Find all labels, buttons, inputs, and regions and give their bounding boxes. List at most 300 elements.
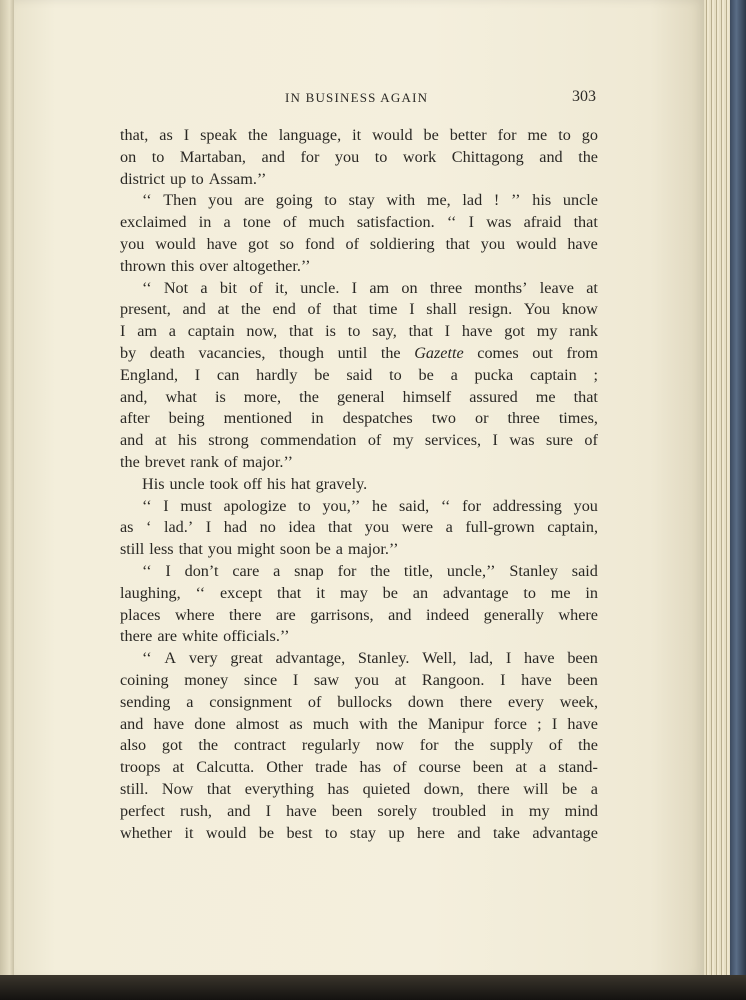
word: services, [424,431,482,450]
word: have [521,670,552,689]
word: be [258,823,275,842]
word: the [578,147,598,166]
word: to [298,496,311,515]
word: in [585,583,598,602]
word: exclaimed [120,213,187,232]
word: time [368,300,398,319]
word: of [224,452,238,471]
word: of [282,213,297,232]
word: the [247,126,268,144]
word: uncle [562,191,598,210]
word: I [183,126,190,144]
word: quieted [362,779,411,798]
word: a [335,540,343,559]
word: the [578,736,598,755]
word: he [372,496,388,515]
word: supply [489,736,534,755]
word: a [539,758,547,777]
word: title, [403,561,434,580]
word: to [389,365,402,384]
word: to [191,169,204,188]
word: that [277,583,302,602]
word: being [168,409,205,428]
word: sorely [377,801,417,820]
word: times, [558,409,598,428]
text-line [120,561,598,583]
word: as [159,126,173,144]
word: the [370,561,391,580]
word: mind [564,801,598,820]
word: death [149,343,185,362]
word: from [566,343,598,362]
word: at [515,758,528,777]
word: Chittagong [451,147,524,166]
word: to [558,126,571,144]
word: His [142,474,165,493]
word: rush, [180,801,212,820]
word: there [477,779,510,798]
text-line [120,605,598,627]
word: off [243,474,262,493]
word: so [279,234,295,253]
word: go [581,126,598,144]
word: mentioned [223,409,292,428]
word: in [310,409,324,428]
word: contract [233,736,287,755]
word: it, [274,278,289,297]
text-line [120,474,598,496]
word: in [501,801,514,820]
word: have [523,649,555,668]
word: now, [246,322,278,341]
word: you [334,147,360,166]
word: a [590,779,598,798]
word: ; [537,714,542,733]
word: been [472,758,504,777]
word: for [462,496,481,515]
word: ‘‘ [446,213,457,232]
word: general [336,387,385,406]
word: the [299,387,319,406]
word: a [273,561,281,580]
word: a [200,278,208,297]
word: no [259,518,276,537]
text-line [120,823,598,845]
word: bullocks [337,692,393,711]
word: you [573,496,598,515]
word: me, [426,191,451,210]
word: his [532,191,552,210]
word: also [120,736,147,755]
word: force [493,714,527,733]
word: Stanley [509,561,558,580]
word: the [120,452,140,471]
word: you [480,234,506,253]
word: end [272,300,296,319]
word: generally [483,605,544,624]
word: garrisons, [310,605,374,624]
word: with [358,714,388,733]
word: Manipur [427,714,484,733]
page-header [120,88,598,110]
word: Martaban, [179,147,246,166]
word: was [509,431,535,450]
word: as [120,518,134,537]
text-line [120,735,598,757]
word: I [551,714,558,733]
word: ’’ [510,191,521,210]
word: Other [266,758,304,777]
text-line [120,278,598,300]
word: must [180,496,212,515]
word: me [535,387,556,406]
word: the [198,736,219,755]
word: A [164,649,177,668]
word: been [331,801,363,820]
word: his [266,474,286,493]
word: fond [304,234,335,253]
word: tone [242,213,271,232]
word: language, [278,126,342,144]
word: stay [349,823,376,842]
bottom-shadow [0,975,746,1000]
word: the [454,736,475,755]
word: bit [219,278,237,297]
word: may [339,583,368,602]
text-line [120,430,598,452]
word: a [168,322,176,341]
word: have [461,322,493,341]
word: or [474,409,489,428]
word: more, [243,387,282,406]
word: course [418,758,461,777]
word: take [492,823,520,842]
word: would [372,126,413,144]
text-line [120,692,598,714]
word: strong [208,431,249,450]
word: be [561,779,578,798]
word: advantage [532,823,598,842]
word: sending [120,692,171,711]
word: work [402,147,437,166]
word: up [169,169,187,188]
text-line [120,452,598,474]
text-line [120,648,598,670]
word: almost [235,714,280,733]
word: week, [559,692,598,711]
word: I [505,649,512,668]
word: has [327,779,350,798]
word: ‘‘ [440,496,451,515]
word: be [314,365,330,384]
word: you [120,234,145,253]
word: for [337,561,357,580]
word: much [308,213,345,232]
word: got [504,322,525,341]
word: I [163,496,169,515]
text-line [120,256,598,278]
word: I [444,322,451,341]
word: since [243,670,278,689]
word: a [445,518,453,537]
word: and, [120,387,148,406]
word: vacancies, [198,343,266,362]
book-cover-spine [730,0,746,1000]
word: at [586,278,598,297]
word: the [240,300,261,319]
word: except [219,583,263,602]
word: indeed [425,605,470,624]
word: to [324,823,338,842]
word: of [345,234,359,253]
word: and [120,714,144,733]
word: until [337,343,368,362]
word: of [393,758,407,777]
text-line [120,343,598,365]
word: major.’’ [347,540,399,559]
text-line [120,212,598,234]
word: this [170,256,195,275]
word: have [567,234,598,253]
word: Not [163,278,189,297]
text-line [120,299,598,321]
word: for [497,126,517,144]
text-line [120,125,598,147]
word: a [223,213,231,232]
word: lad, [469,649,494,668]
word: as [289,714,303,733]
word: I [492,431,498,450]
word: best [286,823,313,842]
word: be [315,540,331,559]
word: and [388,605,412,624]
word: Calcutta. [196,758,255,777]
word: here [416,823,445,842]
word: on [120,147,137,166]
word: be [418,365,434,384]
word: major.’’ [242,452,293,471]
word: where [558,605,598,624]
text-line [120,583,598,605]
word: an [412,583,429,602]
word: are [157,627,178,646]
word: snap [294,561,324,580]
word: Assam.’’ [208,169,267,188]
word: hardly [256,365,298,384]
word: going [275,191,313,210]
word: was [486,213,512,232]
word: got [161,736,183,755]
word: himself [402,387,452,406]
word: speak [200,126,237,144]
word: the [397,714,418,733]
word: gravely. [315,474,368,493]
word: know [561,300,598,319]
word: at [172,758,185,777]
word: Now [161,779,194,798]
word: I [205,518,212,537]
word: down, [423,779,464,798]
word: afraid [523,213,562,232]
word: said, [399,496,430,515]
word: I [120,322,126,341]
word: uncle,’’ [446,561,496,580]
word: thrown [120,256,166,275]
word: to [151,147,165,166]
word: been [567,649,598,668]
word: captain, [547,518,598,537]
word: Rangoon. [421,670,485,689]
word: up [388,823,405,842]
word: addressing [492,496,562,515]
text-line [120,757,598,779]
word: uncle. [300,278,340,297]
word: resign. [468,300,513,319]
word: rank [569,322,598,341]
word: whether [120,823,173,842]
word: to [374,147,388,166]
word: three [429,278,463,297]
word: shall [426,300,457,319]
word: of [307,692,322,711]
word: of [249,278,263,297]
word: I [500,670,506,689]
running-head: IN BUSINESS AGAIN [285,90,429,105]
word: England, [120,365,178,384]
word: said [571,561,598,580]
word: got [248,234,269,253]
word: white [182,627,219,646]
word: had [223,518,248,537]
word: on [401,278,418,297]
word: full-grown [465,518,535,537]
word: a [186,692,194,711]
word: that [327,518,353,537]
word: I [351,278,358,297]
text-line [120,714,598,736]
word: that [573,213,598,232]
word: still [120,540,145,559]
word: is [214,387,226,406]
word: altogether.’’ [233,256,311,275]
word: idea [288,518,316,537]
word: would [155,234,196,253]
word: better [449,126,487,144]
word: and [182,300,206,319]
word: laughing, [120,583,181,602]
word: you [208,191,233,210]
word: saw [313,670,340,689]
word: satisfaction. [356,213,435,232]
word: it [316,583,326,602]
word: soldiering [369,234,435,253]
word: captain [187,322,235,341]
word: with [386,191,416,210]
word: there [229,605,262,624]
word: to [523,583,536,602]
word: Stanley. [357,649,410,668]
word: that [573,387,598,406]
word: at [154,431,167,450]
word: my [536,322,558,341]
word: trade [315,758,348,777]
word: that [408,322,433,341]
word: ‘‘ [142,496,152,515]
word: brevet [144,452,186,471]
word: are [244,191,265,210]
word: for [419,736,439,755]
word: am [137,322,157,341]
word: out [532,343,553,362]
text-line [120,169,598,191]
word: commendation [260,431,357,450]
word: have [286,801,317,820]
word: were [401,518,434,537]
word: much [312,714,349,733]
word: the [380,343,401,362]
word: can [216,365,240,384]
word: coining [120,670,169,689]
text-line [120,365,598,387]
word: apologize [223,496,287,515]
word: I [468,213,475,232]
word: Well, [422,649,457,668]
word: everything [244,779,314,798]
word: that [289,322,314,341]
word: three [507,409,540,428]
word: that, [120,126,149,144]
word: where [174,605,215,624]
page-number: 303 [572,88,596,105]
word: ‘ [146,518,152,537]
text-line [120,517,598,539]
word: say, [372,322,397,341]
word: is [325,322,336,341]
word: and [227,801,251,820]
word: stay [348,191,375,210]
word: for [300,147,320,166]
word: now [376,736,404,755]
word: and [539,147,563,166]
word: a [450,365,458,384]
word: of [584,431,598,450]
word: great [230,649,263,668]
word: am [369,278,390,297]
word: you,’’ [322,496,361,515]
word: Gazette [414,343,464,362]
text-line [120,801,598,823]
word: advantage, [275,649,346,668]
word: consignment [209,692,292,711]
word: said [346,365,373,384]
word: my [528,801,550,820]
word: you [207,540,233,559]
word: will [523,779,549,798]
word: that [445,234,470,253]
word: and [457,823,481,842]
word: troubled [432,801,487,820]
word: there [120,627,153,646]
text-line [120,779,598,801]
word: perfect [120,801,165,820]
text-line [120,190,598,212]
word: two [431,409,456,428]
word: ‘‘ [142,191,152,210]
word: has [359,758,382,777]
word: very [188,649,218,668]
word: took [209,474,239,493]
word: it [184,823,194,842]
